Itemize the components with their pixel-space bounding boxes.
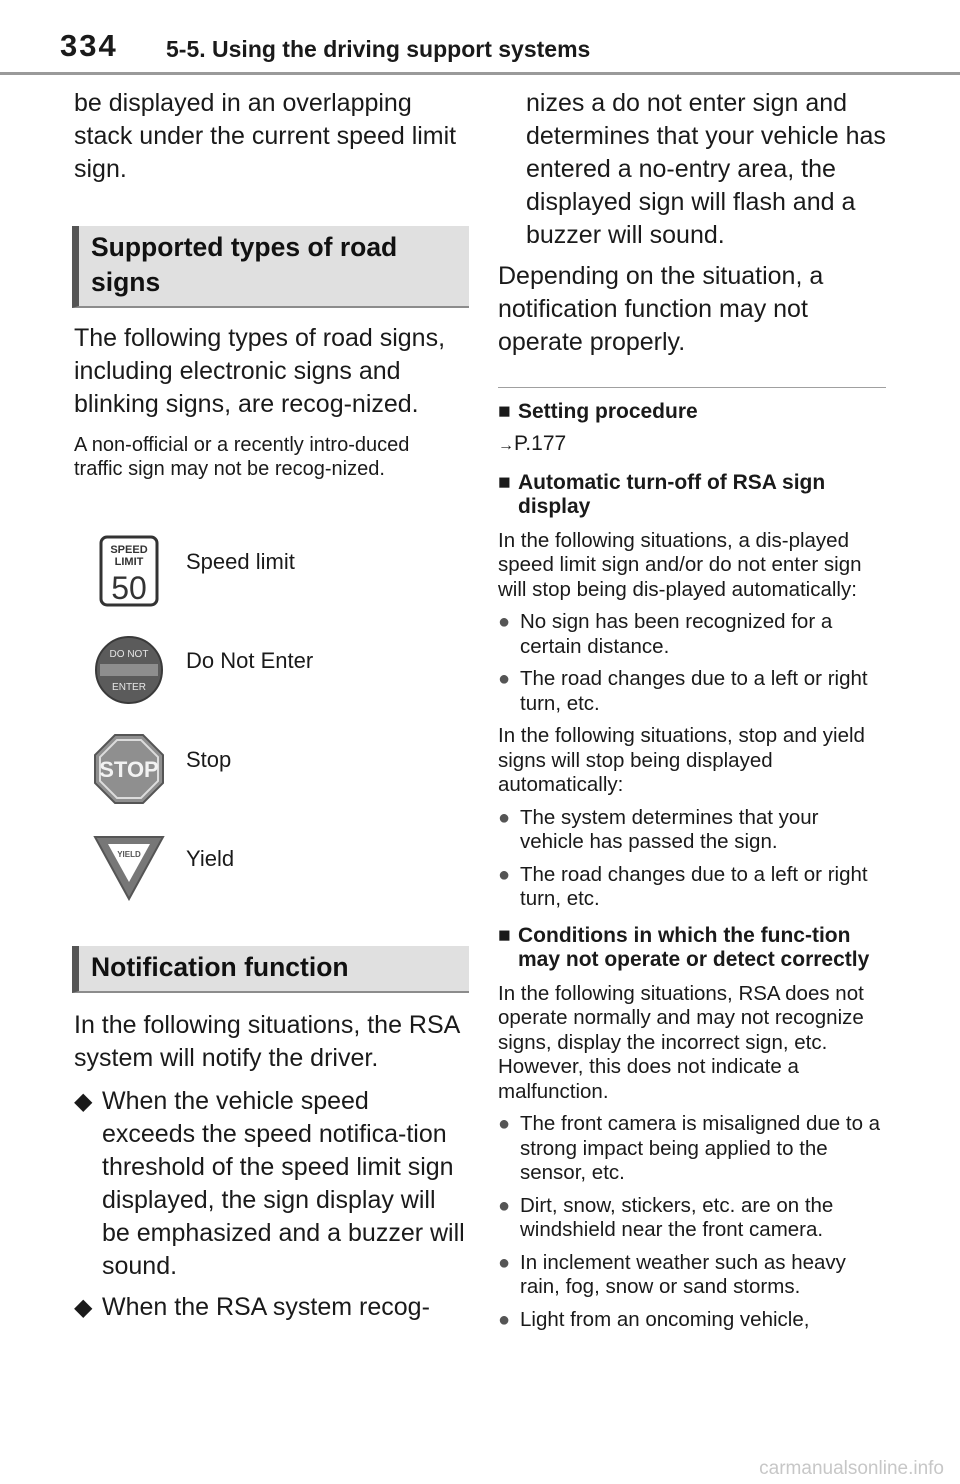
watermark: carmanualsonline.info [759, 1458, 944, 1479]
auto-turnoff-heading [498, 471, 888, 519]
setting-procedure-heading [498, 400, 888, 424]
dot-bullet-icon: ● [498, 1194, 511, 1217]
auto-turnoff-paragraph: In the following situations, a dis-played speed limit sign and/or do not enter sign will stop being dis-played automatically: [498, 528, 862, 601]
square-bullet-icon: ■ [498, 923, 511, 947]
sign-row-stop [74, 719, 466, 818]
stop-sign-text: STOP [99, 756, 159, 782]
supported-signs-heading: Supported types of road signs [72, 226, 469, 308]
intro-paragraph: be displayed in an overlapping stack under the current speed limit sign. [74, 89, 457, 183]
conditions-bullet-text: The front camera is misaligned due to a strong impact being applied to the sensor, etc. [520, 1112, 881, 1184]
notification-bullet [74, 1291, 466, 1324]
speed-limit-sign-icon [92, 534, 166, 608]
auto-turnoff-bullet-text: The road changes due to a left or right turn, etc. [520, 667, 868, 715]
situation-paragraph: Depending on the situation, a notification function may not operate properly. [498, 262, 824, 356]
notification-bullet-text: When the vehicle speed exceeds the speed notifica-tion threshold of the speed limit sign displayed, the sign display will be emphasized and a buzzer will sound. [102, 1087, 465, 1280]
supported-signs-note: A non-official or a recently intro-duced traffic sign may not be recog-nized. [74, 434, 410, 480]
yield-sign-icon [92, 831, 166, 905]
notification-heading: Notification function [72, 946, 469, 993]
diamond-bullet-icon: ◆ [74, 1088, 93, 1115]
auto-turnoff-bullet [498, 667, 888, 716]
notification-body: In the following situations, the RSA system will notify the driver. [74, 1011, 459, 1072]
dot-bullet-icon: ● [498, 1251, 511, 1274]
auto-turnoff-title: Automatic turn-off of RSA sign display [518, 470, 826, 518]
dot-bullet-icon: ● [498, 863, 511, 886]
sign-row-do-not-enter [74, 620, 466, 719]
continuation-paragraph: nizes a do not enter sign and determines that your vehicle has entered a no-entry area, the displayed sign will flash and a buzzer will sound. [526, 89, 886, 249]
dne-sign-line2: ENTER [112, 681, 146, 693]
supported-signs-body: The following types of road signs, including electronic signs and blinking signs, are recog-nized. [74, 324, 446, 418]
auto-turnoff-bullet-text: The system determines that your vehicle has passed the sign. [520, 805, 819, 853]
dot-bullet-icon: ● [498, 806, 511, 829]
dot-bullet-icon: ● [498, 1113, 511, 1135]
sign-label-stop: Stop [186, 746, 232, 772]
sign-label-do-not-enter: Do Not Enter [186, 647, 314, 673]
auto-turnoff-bullet [498, 863, 888, 912]
page-footer [0, 1450, 960, 1484]
section-title: 5-5. Using the driving support systems [166, 36, 591, 62]
conditions-bullet [498, 1194, 888, 1243]
conditions-heading [498, 924, 888, 972]
auto-turnoff-bullet [498, 806, 888, 855]
square-bullet-icon: ■ [498, 400, 511, 423]
notification-bullet-text: When the RSA system recog- [102, 1293, 430, 1321]
dot-bullet-icon: ● [498, 611, 511, 633]
sign-label-speed-limit: Speed limit [186, 548, 295, 574]
auto-turnoff-paragraph-2: In the following situations, stop and yield signs will stop being displayed automatically: [498, 724, 865, 796]
dne-sign-line1: DO NOT [109, 648, 149, 660]
conditions-bullet [498, 1308, 888, 1333]
speed-sign-line2: LIMIT [114, 555, 144, 568]
arrow-right-icon: → [498, 437, 514, 454]
notification-bullet [74, 1085, 466, 1283]
speed-sign-value: 50 [111, 569, 147, 606]
diamond-bullet-icon: ◆ [74, 1294, 93, 1321]
sign-row-yield [74, 818, 466, 917]
page-header [0, 0, 960, 76]
divider [498, 387, 886, 388]
right-column [498, 84, 888, 1332]
conditions-paragraph: In the following situations, RSA does not operate normally and may not recognize signs, display the incorrect sign, etc. However, this does not indicate a malfunction. [498, 981, 864, 1103]
setting-procedure-ref[interactable]: P.177 [514, 432, 567, 455]
auto-turnoff-bullet-text: No sign has been recognized for a certain distance. [520, 610, 833, 658]
conditions-bullet-text: Light from an oncoming vehicle, [520, 1307, 810, 1331]
square-bullet-icon: ■ [498, 470, 511, 494]
left-column [74, 84, 466, 1324]
do-not-enter-sign-icon [92, 633, 166, 707]
conditions-title: Conditions in which the func-tion may not operate or detect correctly [518, 923, 870, 971]
setting-procedure-title: Setting procedure [518, 400, 698, 423]
dot-bullet-icon: ● [498, 1308, 511, 1331]
auto-turnoff-bullet [498, 610, 888, 659]
dot-bullet-icon: ● [498, 668, 511, 690]
conditions-bullet [498, 1112, 888, 1186]
conditions-bullet-text: Dirt, snow, stickers, etc. are on the windshield near the front camera. [520, 1193, 834, 1241]
sign-row-speed-limit [74, 521, 466, 620]
conditions-bullet [498, 1251, 888, 1300]
page-number: 334 [60, 28, 118, 63]
auto-turnoff-bullet-text: The road changes due to a left or right turn, etc. [520, 862, 868, 910]
sign-label-yield: Yield [186, 845, 235, 871]
setting-procedure-link[interactable] [498, 432, 888, 459]
speed-sign-line1: SPEED [110, 543, 148, 556]
sign-list [74, 521, 466, 917]
yield-sign-text: YIELD [117, 849, 141, 859]
header-rule [0, 72, 960, 75]
stop-sign-icon [92, 732, 166, 806]
conditions-bullet-text: In inclement weather such as heavy rain, fog, snow or sand storms. [520, 1250, 846, 1298]
